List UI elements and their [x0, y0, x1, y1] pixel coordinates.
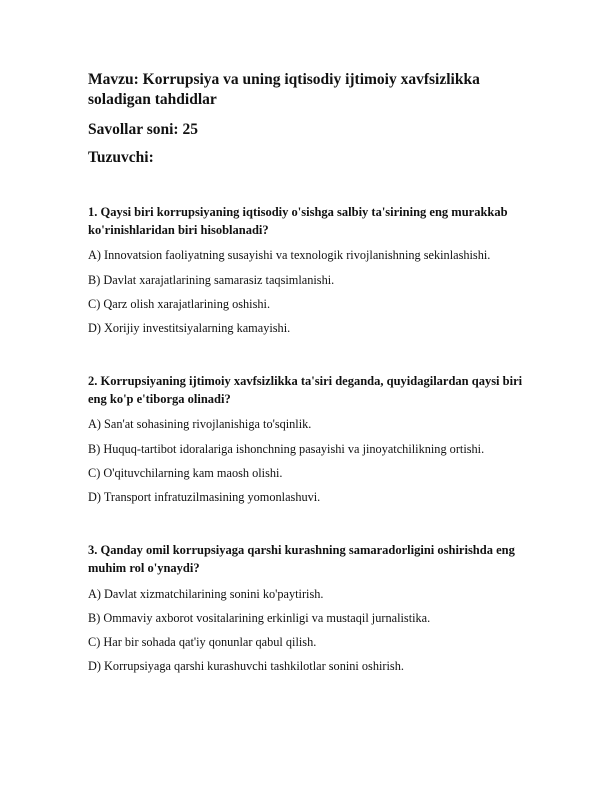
option-c: C) Qarz olish xarajatlarining oshishi. [88, 297, 271, 311]
question-text: 2. Korrupsiyaning ijtimoiy xavfsizlikka ta'siri deganda, quyidagilardan qaysi biri eng ko'p e'tiborga olinadi? [88, 374, 523, 406]
option-c: C) Har bir sohada qat'iy qonunlar qabul qilish. [88, 635, 317, 649]
question-1 [88, 204, 528, 239]
option-b: B) Davlat xarajatlarining samarasiz taqsimlanishi. [88, 273, 335, 287]
option-b: B) Huquq-tartibot idoralariga ishonchning pasayishi va jinoyatchilikning ortishi. [88, 442, 485, 456]
question-text: 1. Qaysi biri korrupsiyaning iqtisodiy o'sishga salbiy ta'sirining eng murakkab ko'rinishlaridan biri hisoblanadi? [88, 205, 508, 237]
option-a: A) Davlat xizmatchilarining sonini ko'paytirish. [88, 587, 324, 601]
option-b: B) Ommaviy axborot vositalarining erkinligi va mustaqil jurnalistika. [88, 611, 431, 625]
question-2 [88, 373, 528, 408]
option-c: C) O'qituvchilarning kam maosh olishi. [88, 466, 283, 480]
question-count: Savollar soni: 25 [88, 121, 198, 138]
author-label: Tuzuvchi: [88, 149, 154, 166]
option-a: A) Innovatsion faoliyatning susayishi va texnologik rivojlanishning sekinlashishi. [88, 248, 491, 262]
question-text: 3. Qanday omil korrupsiyaga qarshi kurashning samaradorligini oshirishda eng muhim rol o'ynaydi? [88, 543, 515, 575]
option-d: D) Xorijiy investitsiyalarning kamayishi. [88, 321, 291, 335]
option-a: A) San'at sohasining rivojlanishiga to'sqinlik. [88, 417, 312, 431]
option-d: D) Korrupsiyaga qarshi kurashuvchi tashkilotlar sonini oshirish. [88, 659, 404, 673]
question-3 [88, 542, 528, 577]
option-d: D) Transport infratuzilmasining yomonlashuvi. [88, 490, 321, 504]
document-topic: Mavzu: Korrupsiya va uning iqtisodiy ijtimoiy xavfsizlikka soladigan tahdidlar [88, 71, 480, 108]
